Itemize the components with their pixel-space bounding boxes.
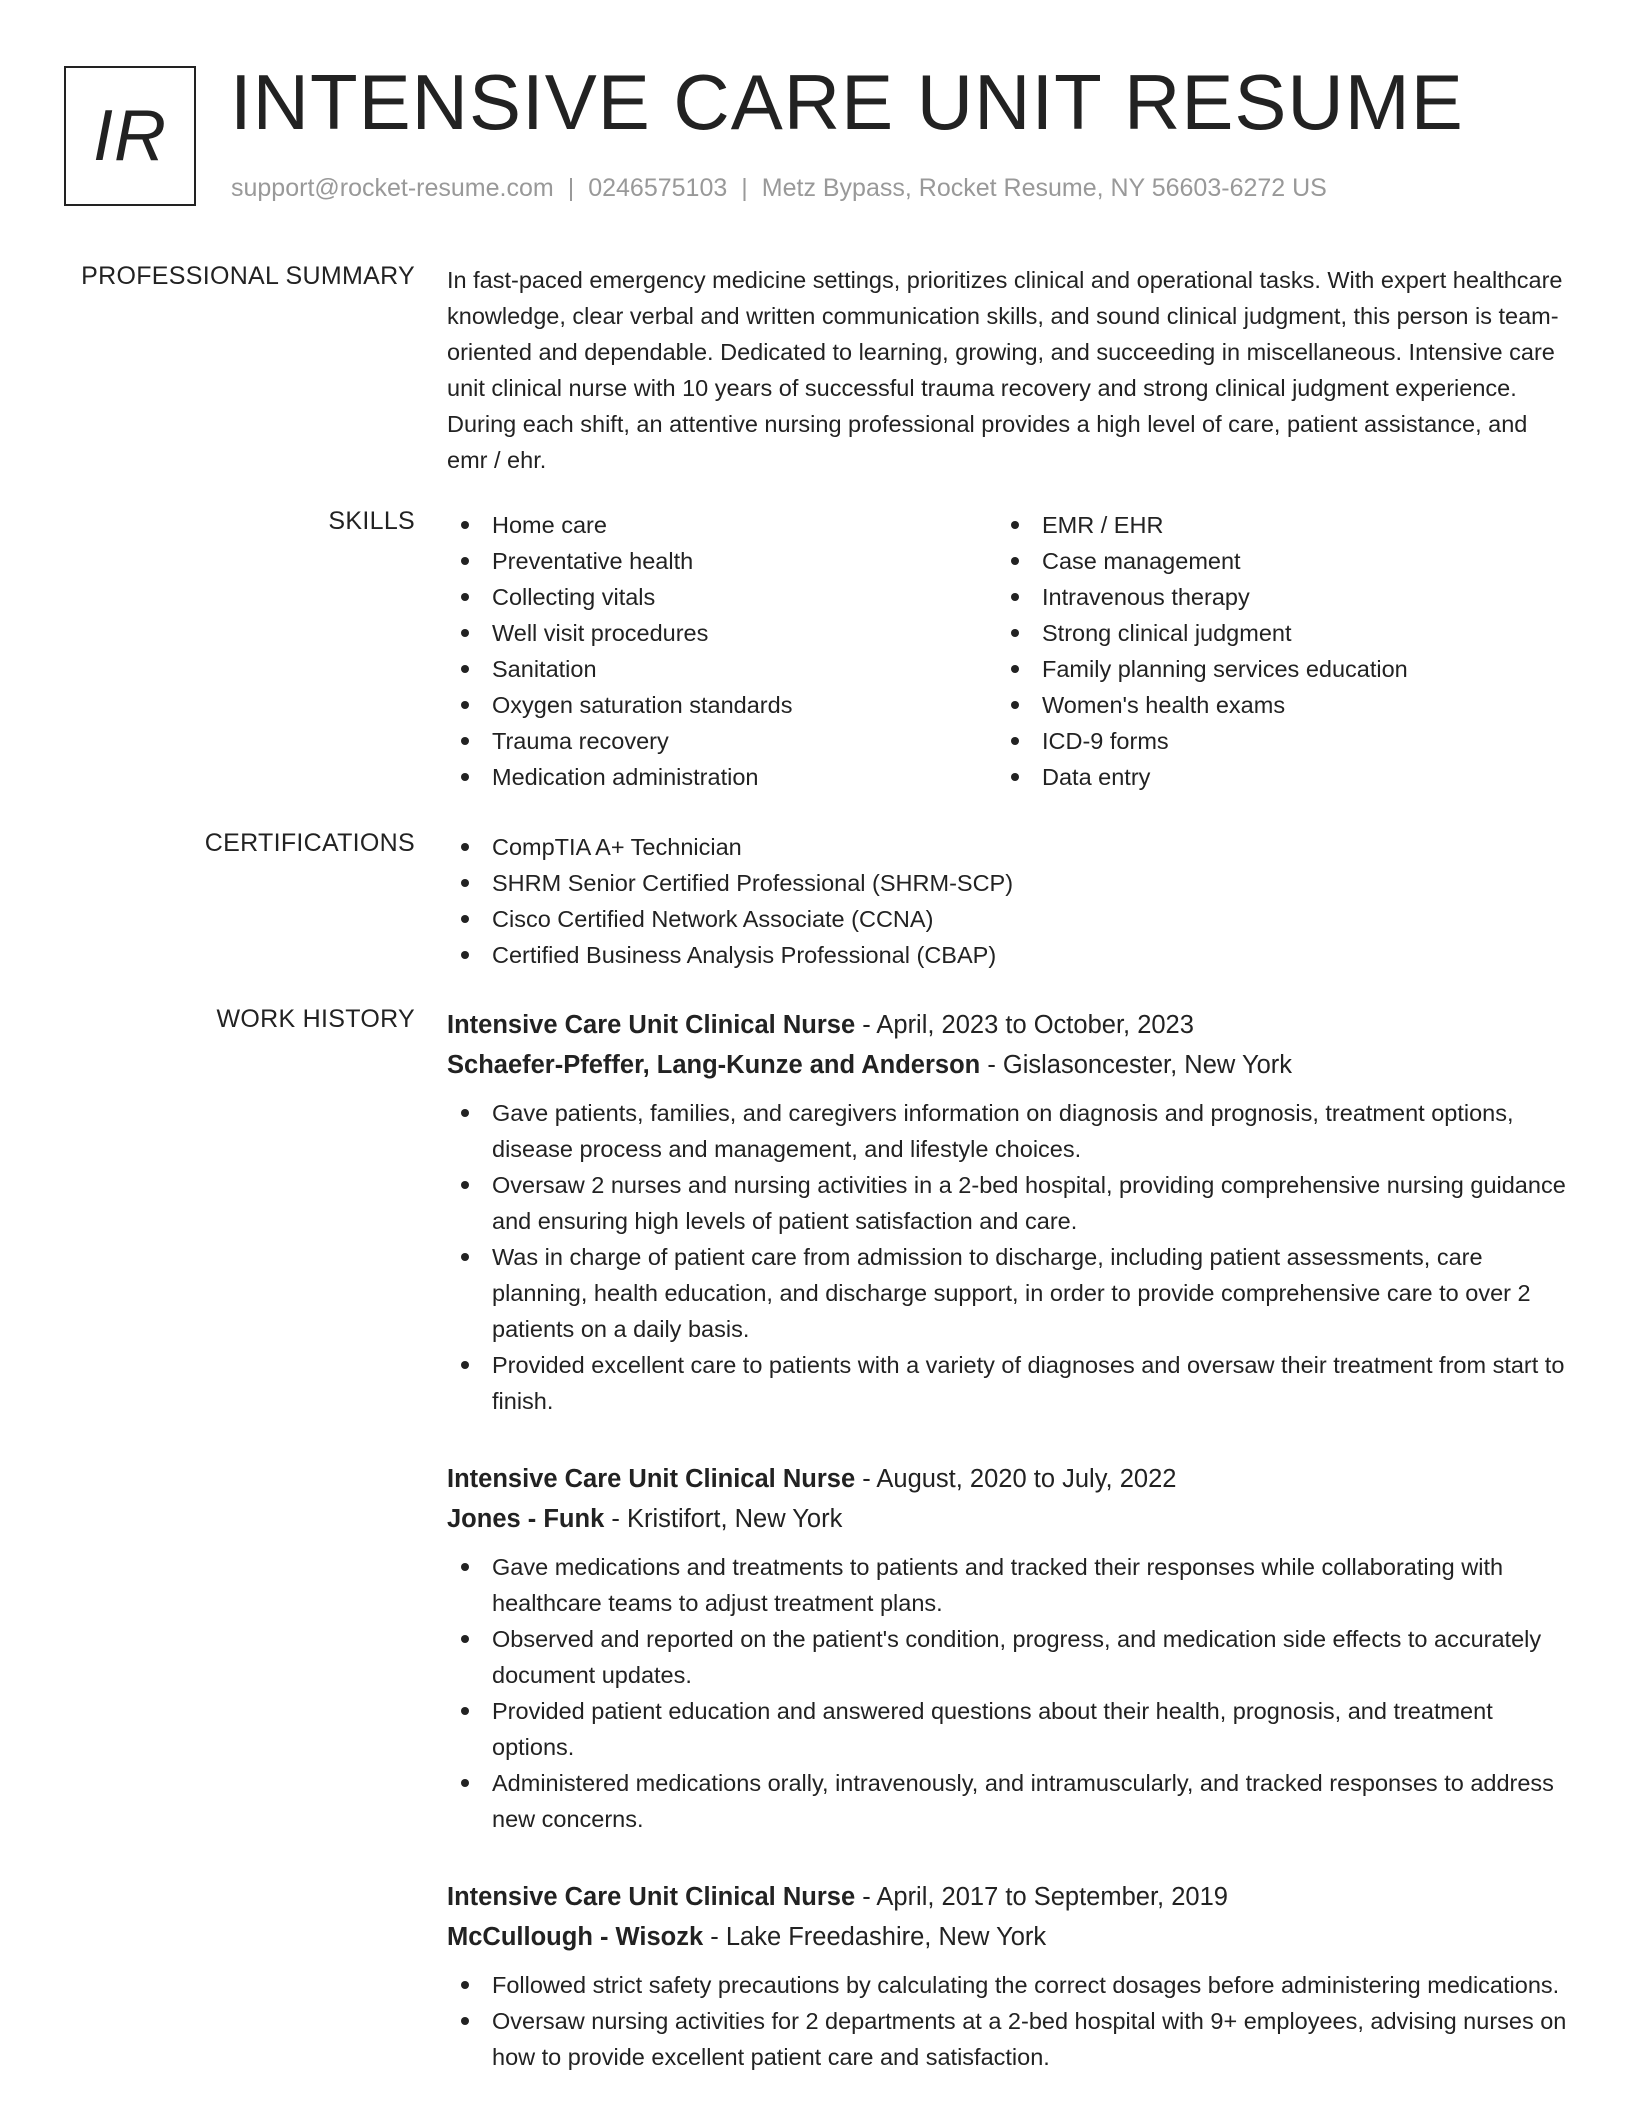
skill-item: Family planning services education xyxy=(997,651,1547,687)
certification-item: Cisco Certified Network Associate (CCNA) xyxy=(447,901,1567,937)
skills-list-left xyxy=(447,507,997,795)
work-history-label: WORK HISTORY xyxy=(216,1005,415,1033)
job-company-line xyxy=(447,1917,1567,1957)
job-title: Intensive Care Unit Clinical Nurse xyxy=(447,1465,856,1493)
job-dates: - April, 2017 to September, 2019 xyxy=(855,1883,1228,1911)
job-company: McCullough - Wisozk xyxy=(447,1923,704,1951)
job-title: Intensive Care Unit Clinical Nurse xyxy=(447,1883,856,1911)
contact-line xyxy=(231,174,1327,203)
skill-item: EMR / EHR xyxy=(997,507,1547,543)
contact-address: Metz Bypass, Rocket Resume, NY 56603-6272 US xyxy=(761,174,1327,202)
certification-item: CompTIA A+ Technician xyxy=(447,829,1567,865)
job-location: - Gislasoncester, New York xyxy=(980,1051,1293,1079)
resume-title: INTENSIVE CARE UNIT RESUME xyxy=(230,58,1464,146)
job-bullet: Gave medications and treatments to patients and tracked their responses while collaborating with healthcare teams to adjust treatment plans. xyxy=(447,1549,1567,1621)
skill-item: Data entry xyxy=(997,759,1547,795)
skill-item: Trauma recovery xyxy=(447,723,997,759)
skills-label: SKILLS xyxy=(328,507,415,535)
skill-item: Collecting vitals xyxy=(447,579,997,615)
work-history-body xyxy=(447,1005,1567,2112)
certifications-label: CERTIFICATIONS xyxy=(204,829,415,857)
job-title-line xyxy=(447,1005,1567,1045)
job-bullet: Followed strict safety precautions by calculating the correct dosages before administering medications. xyxy=(447,1967,1567,2003)
job-bullet: Observed and reported on the patient's condition, progress, and medication side effects to accurately document updates. xyxy=(447,1621,1567,1693)
job-bullets xyxy=(447,1549,1567,1837)
skills-list-right xyxy=(997,507,1547,795)
job-company-line xyxy=(447,1499,1567,1539)
contact-separator: | xyxy=(567,174,575,202)
job-dates: - April, 2023 to October, 2023 xyxy=(855,1011,1194,1039)
certifications-list xyxy=(447,829,1567,973)
job-bullet: Oversaw nursing activities for 2 departments at a 2-bed hospital with 9+ employees, advising nurses on how to provide excellent patient care and satisfaction. xyxy=(447,2003,1567,2075)
job-company: Jones - Funk xyxy=(447,1505,605,1533)
skill-item: Medication administration xyxy=(447,759,997,795)
job-title: Intensive Care Unit Clinical Nurse xyxy=(447,1011,856,1039)
job-entry xyxy=(447,1877,1567,2075)
summary-text: In fast-paced emergency medicine settings, prioritizes clinical and operational tasks. With expert healthcare knowledge, clear verbal and written communication skills, and sound clinical judgment, this person is team-oriented and dependable. Dedicated to learning, growing, and succeeding in miscellaneous. Intensive care unit clinical nurse with 10 years of successful trauma recovery and strong clinical judgment experience. During each shift, an attentive nursing professional provides a high level of care, patient assistance, and emr / ehr. xyxy=(447,267,1563,473)
job-bullet: Provided excellent care to patients with a variety of diagnoses and oversaw their treatment from start to finish. xyxy=(447,1347,1567,1419)
job-bullets xyxy=(447,1967,1567,2075)
skill-item: Home care xyxy=(447,507,997,543)
job-location: - Lake Freedashire, New York xyxy=(703,1923,1047,1951)
skill-item: Intravenous therapy xyxy=(997,579,1547,615)
job-bullet: Oversaw 2 nurses and nursing activities in a 2-bed hospital, providing comprehensive nursing guidance and ensuring high levels of patient satisfaction and care. xyxy=(447,1167,1567,1239)
job-bullet: Gave patients, families, and caregivers information on diagnosis and prognosis, treatment options, disease process and management, and lifestyle choices. xyxy=(447,1095,1567,1167)
contact-separator: | xyxy=(741,174,748,202)
job-bullet: Provided patient education and answered questions about their health, prognosis, and treatment options. xyxy=(447,1693,1567,1765)
skill-item: Case management xyxy=(997,543,1547,579)
job-company-line xyxy=(447,1045,1567,1085)
skill-item: Well visit procedures xyxy=(447,615,997,651)
job-dates: - August, 2020 to July, 2022 xyxy=(855,1465,1177,1493)
skill-item: Sanitation xyxy=(447,651,997,687)
summary-body xyxy=(447,262,1567,478)
skill-item: ICD-9 forms xyxy=(997,723,1547,759)
certification-item: Certified Business Analysis Professional (CBAP) xyxy=(447,937,1567,973)
monogram-badge xyxy=(64,66,196,206)
contact-email[interactable]: support@rocket-resume.com xyxy=(231,174,554,202)
contact-phone[interactable]: 0246575103 xyxy=(588,174,728,202)
skill-item: Women's health exams xyxy=(997,687,1547,723)
skills-body xyxy=(447,507,1567,795)
monogram-initials: IR xyxy=(93,96,167,176)
job-entry xyxy=(447,1005,1567,1419)
certification-item: SHRM Senior Certified Professional (SHRM-SCP) xyxy=(447,865,1567,901)
job-title-line xyxy=(447,1459,1567,1499)
certifications-body xyxy=(447,829,1567,973)
job-bullet: Administered medications orally, intravenously, and intramuscularly, and tracked responses to address new concerns. xyxy=(447,1765,1567,1837)
job-location: - Kristifort, New York xyxy=(604,1505,843,1533)
job-entry xyxy=(447,1459,1567,1837)
job-title-line xyxy=(447,1877,1567,1917)
job-company: Schaefer-Pfeffer, Lang-Kunze and Anderson xyxy=(447,1051,981,1079)
skill-item: Oxygen saturation standards xyxy=(447,687,997,723)
summary-label: PROFESSIONAL SUMMARY xyxy=(81,262,415,290)
skill-item: Strong clinical judgment xyxy=(997,615,1547,651)
job-bullets xyxy=(447,1095,1567,1419)
skill-item: Preventative health xyxy=(447,543,997,579)
job-bullet: Was in charge of patient care from admission to discharge, including patient assessments, care planning, health education, and discharge support, in order to provide comprehensive care to over 2 patients on a daily basis. xyxy=(447,1239,1567,1347)
